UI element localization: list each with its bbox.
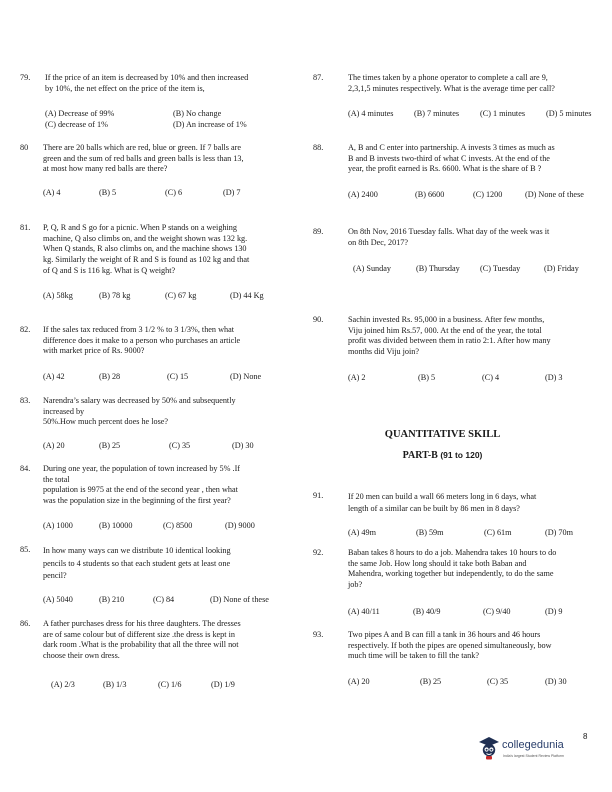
- option-b: (B) 6600: [415, 190, 445, 199]
- option-d: (D) 3: [545, 373, 563, 382]
- option-d: (D) 9: [545, 607, 563, 616]
- question-line: on 8th Dec, 2017?: [348, 237, 409, 247]
- question-number: 88.: [313, 143, 324, 152]
- option-b: (B) 1/3: [103, 680, 127, 689]
- collegedunia-logo: [478, 735, 602, 765]
- question-line: months did Viju join?: [348, 346, 419, 356]
- option-b: (B) 25: [420, 677, 442, 686]
- option-a: (A) 5040: [43, 595, 73, 604]
- option-d: (D) 5 minutes: [546, 109, 592, 118]
- option-c: (C) 84: [153, 595, 175, 604]
- question-number: 92.: [313, 548, 324, 557]
- option-b: (B) 10000: [99, 521, 133, 530]
- option-c: (C) 35: [169, 441, 191, 450]
- graduate-mascot-icon: [478, 735, 500, 761]
- question-line: If the price of an item is decreased by 10% and then increased: [45, 73, 249, 82]
- option-a: (A) 58kg: [43, 291, 73, 300]
- option-b: (B) 28: [99, 372, 121, 381]
- question-line: difference does it make to a person who purchases an article: [43, 335, 241, 345]
- question-line: If 20 men can build a wall 66 meters long in 6 days, what: [348, 492, 537, 501]
- question-number: 91.: [313, 491, 324, 500]
- question-line: A, B and C enter into partnership. A invests 3 times as much as: [348, 143, 555, 152]
- question-number: 80: [20, 143, 29, 152]
- question-line: Two pipes A and B can fill a tank in 36 hours and 46 hours: [348, 630, 541, 639]
- question-number: 81.: [20, 223, 31, 232]
- question-line: choose their own dress.: [43, 650, 120, 660]
- option-b: (B) 5: [99, 188, 117, 197]
- option-a: (A) 2400: [348, 190, 378, 199]
- option-a: (A) 42: [43, 372, 65, 381]
- option-d: (D) 9000: [225, 521, 255, 530]
- option-c: (C) 4: [482, 373, 500, 382]
- option-c: (C) 61m: [484, 528, 512, 537]
- question-line: Sachin invested Rs. 95,000 in a business. After few months,: [348, 315, 545, 324]
- brand-tagline: India's largest Student Review Platform: [503, 754, 564, 758]
- option-b: (B) 25: [99, 441, 121, 450]
- question-line: If the sales tax reduced from 3 1/2 % to 3 1/3%, then what: [43, 325, 234, 334]
- question-line: pencil?: [43, 571, 67, 581]
- option-c: (C) 8500: [163, 521, 193, 530]
- question-number: 86.: [20, 619, 31, 628]
- question-line: Narendra’s salary was decreased by 50% and subsequently: [43, 396, 236, 405]
- option-a: (A) Decrease of 99%: [45, 109, 115, 118]
- option-d: (D) None of these: [210, 595, 269, 604]
- option-d: (D) 44 Kg: [230, 291, 264, 300]
- question-number: 84.: [20, 464, 31, 473]
- option-d: (D) None of these: [525, 190, 584, 199]
- question-line: are of same colour but of different size .the dress is kept in: [43, 629, 235, 639]
- option-a: (A) 49m: [348, 528, 376, 537]
- option-c: (C) 1 minutes: [480, 109, 526, 118]
- question-line: dark room .What is the probability that all the three will not: [43, 640, 239, 650]
- question-line: 50%.How much percent does he lose?: [43, 417, 169, 427]
- question-line: profit was divided between them in ratio 2:1. After how many: [348, 336, 551, 346]
- page-number: 8: [583, 732, 588, 741]
- option-c: (C) 67 kg: [165, 291, 197, 300]
- section-title: QUANTITATIVE SKILL: [384, 429, 501, 440]
- question-number: 90.: [313, 315, 324, 324]
- question-line: On 8th Nov, 2016 Tuesday falls. What day of the week was it: [348, 227, 550, 236]
- question-number: 82.: [20, 325, 31, 334]
- option-d: (D) 1/9: [211, 680, 235, 689]
- option-d: (D) An increase of 1%: [173, 120, 247, 129]
- option-b: (B) 59m: [416, 528, 444, 537]
- question-number: 83.: [20, 396, 31, 405]
- option-c: (C) 1200: [473, 190, 503, 199]
- question-line: 2,3,1,5 minutes respectively. What is the average time per call?: [348, 83, 555, 93]
- question-line: green and the sum of red balls and green balls is less than 13,: [43, 153, 244, 163]
- option-b: (B) 40/9: [413, 607, 441, 616]
- question-line: at most how many red balls are there?: [43, 164, 168, 174]
- option-a: (A) 40/11: [348, 607, 380, 616]
- question-number: 79.: [20, 73, 31, 82]
- option-a: (A) 4 minutes: [348, 109, 394, 118]
- question-line: In how many ways can we distribute 10 identical looking: [43, 546, 231, 555]
- brand-name: collegedunia: [502, 739, 564, 751]
- option-d: (D) 30: [232, 441, 254, 450]
- option-b: (B) No change: [173, 109, 222, 118]
- option-b: (B) 7 minutes: [414, 109, 460, 118]
- question-line: job?: [348, 579, 363, 589]
- option-c: (C) 35: [487, 677, 509, 686]
- option-d: (D) None: [230, 372, 262, 381]
- option-b: (B) 210: [99, 595, 125, 604]
- question-line: with market price of Rs. 9000?: [43, 346, 145, 356]
- question-number: 93.: [313, 630, 324, 639]
- option-b: (B) 78 kg: [99, 291, 131, 300]
- option-c: (C) decrease of 1%: [45, 120, 108, 129]
- question-line: respectively. If both the pipes are opened simultaneously, bow: [348, 640, 552, 650]
- question-line: kg. Similarly the weight of R and S is found as 102 kg and that: [43, 254, 250, 264]
- option-b: (B) Thursday: [416, 264, 460, 273]
- question-line: machine, Q also climbs on, and the weight shown was 132 kg.: [43, 233, 248, 243]
- option-c: (C) Tuesday: [480, 264, 521, 273]
- section-part-range: (91 to 120): [440, 450, 483, 460]
- option-a: (A) 20: [348, 677, 370, 686]
- question-line: population is 9975 at the end of the second year , then what: [43, 485, 238, 495]
- question-line: the same Job. How long should it take both Baban and: [348, 558, 527, 568]
- question-line: B and B invests two-third of what C invests. At the end of the: [348, 153, 550, 163]
- option-a: (A) 2/3: [51, 680, 75, 689]
- option-c: (C) 6: [165, 188, 183, 197]
- question-line: Viju joined him Rs.57, 000. At the end of the year, the total: [348, 325, 542, 335]
- question-line: The times taken by a phone operator to complete a call are 9,: [348, 73, 548, 82]
- question-line: P, Q, R and S go for a picnic. When P stands on a weighing: [43, 223, 237, 232]
- section-part: [370, 449, 515, 462]
- question-number: 85.: [20, 545, 31, 554]
- option-a: (A) 1000: [43, 521, 73, 530]
- question-line: length of a similar can be built by 86 men in 8 days?: [348, 504, 520, 514]
- question-line: of Q and S is 116 kg. What is Q weight?: [43, 265, 176, 275]
- option-a: (A) 2: [348, 373, 366, 382]
- question-line: was the population size in the beginning of the first year?: [43, 495, 231, 505]
- option-c: (C) 1/6: [158, 680, 182, 689]
- option-a: (A) Sunday: [353, 264, 391, 273]
- question-number: 89.: [313, 227, 324, 236]
- option-d: (D) 7: [223, 188, 241, 197]
- option-d: (D) 30: [545, 677, 567, 686]
- question-line: increased by: [43, 406, 85, 416]
- question-line: by 10%, the net effect on the price of the item is,: [45, 83, 205, 93]
- question-line: year, the profit earned is Rs. 6600. What is the share of B ?: [348, 164, 542, 174]
- question-line: much time will be taken to fill the tank?: [348, 651, 479, 661]
- question-line: A father purchases dress for his three daughters. The dresses: [43, 619, 241, 628]
- question-number: 87.: [313, 73, 324, 82]
- question-line: There are 20 balls which are red, blue or green. If 7 balls are: [43, 143, 241, 152]
- option-c: (C) 15: [167, 372, 189, 381]
- section-part-label: PART-B: [402, 450, 438, 461]
- question-line: During one year, the population of town increased by 5% .If: [43, 464, 241, 473]
- option-b: (B) 5: [418, 373, 436, 382]
- question-line: Baban takes 8 hours to do a job. Mahendra takes 10 hours to do: [348, 548, 557, 557]
- question-line: pencils to 4 students so that each student gets at least one: [43, 558, 231, 568]
- question-line: the total: [43, 474, 70, 484]
- option-d: (D) Friday: [544, 264, 579, 273]
- option-c: (C) 9/40: [483, 607, 511, 616]
- question-line: Mahendra, working together but independently, to do the same: [348, 569, 554, 579]
- option-a: (A) 4: [43, 188, 61, 197]
- option-d: (D) 70m: [545, 528, 573, 537]
- question-line: When Q stands, R also climbs on, and the machine shows 130: [43, 244, 247, 254]
- option-a: (A) 20: [43, 441, 65, 450]
